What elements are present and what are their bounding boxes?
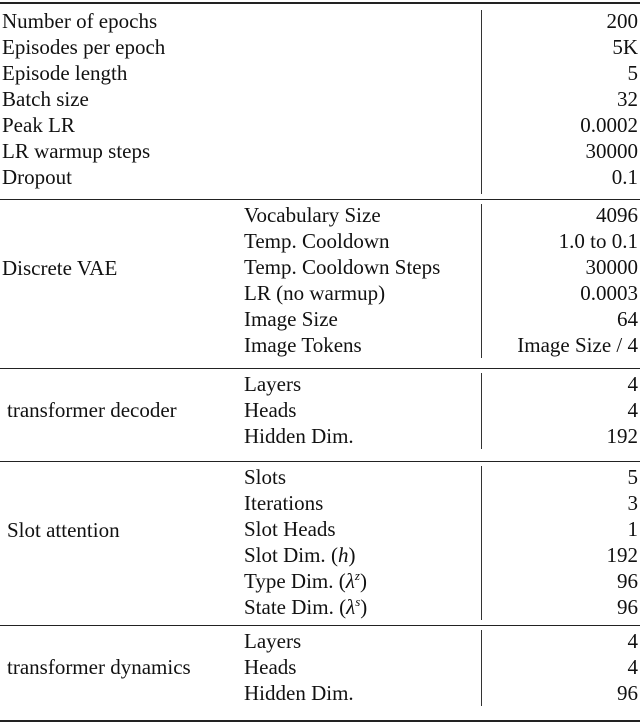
- param-label-text: Vocabulary Size: [244, 203, 381, 227]
- param-label: [244, 542, 355, 568]
- param-label: [244, 371, 301, 397]
- param-value: 4: [627, 629, 638, 653]
- param-label-text: Temp. Cooldown: [244, 229, 390, 253]
- column-divider: [481, 630, 482, 706]
- param-label-text: Slots: [244, 465, 287, 489]
- param-label: LR warmup steps: [2, 139, 151, 163]
- param-value: 0.1: [611, 165, 638, 189]
- column-divider: [481, 373, 482, 449]
- param-label-text: Image Size: [244, 307, 338, 331]
- group-name: transformer dynamics: [7, 655, 191, 679]
- column-divider: [481, 204, 482, 358]
- param-label: Peak LR: [2, 113, 75, 137]
- param-label: [244, 490, 323, 516]
- param-label: [244, 306, 338, 332]
- param-label-text: Hidden Dim.: [244, 424, 354, 448]
- param-label: [244, 464, 286, 490]
- param-label-text: Heads: [244, 655, 297, 679]
- param-label: [244, 628, 301, 654]
- param-value: 5: [627, 465, 638, 489]
- param-label: [244, 423, 354, 449]
- param-label: [244, 516, 336, 542]
- param-symbol: $(\lambda^z)$: [333, 568, 367, 593]
- param-label-text: Slot Dim.: [244, 543, 326, 567]
- table-rule: [0, 368, 640, 369]
- param-label: [244, 202, 381, 228]
- param-value: Image Size / 4: [517, 333, 638, 357]
- param-label: [244, 680, 354, 706]
- param-value: 0.0003: [580, 281, 638, 305]
- param-value: 32: [617, 87, 638, 111]
- param-value: 0.0002: [580, 113, 638, 137]
- param-label-text: Layers: [244, 629, 302, 653]
- param-label: Episodes per epoch: [2, 35, 166, 59]
- column-divider: [481, 466, 482, 620]
- param-label-text: Hidden Dim.: [244, 681, 354, 705]
- column-divider: [481, 10, 482, 194]
- param-value: 192: [606, 424, 638, 448]
- group-name: Discrete VAE: [2, 256, 118, 280]
- param-label-text: Slot Heads: [244, 517, 336, 541]
- param-label-text: Iterations: [244, 491, 324, 515]
- table-rule: [0, 2, 640, 4]
- param-label: [244, 568, 367, 594]
- param-value: 5K: [612, 35, 638, 59]
- param-label-text: Temp. Cooldown Steps: [244, 255, 441, 279]
- table-rule: [0, 625, 640, 626]
- param-label: [244, 332, 362, 358]
- param-value: 96: [617, 681, 638, 705]
- param-label-text: Layers: [244, 372, 302, 396]
- param-value: 4: [627, 398, 638, 422]
- table-rule: [0, 199, 640, 200]
- param-value: 192: [606, 543, 638, 567]
- param-label: [244, 397, 296, 423]
- param-label: [244, 280, 385, 306]
- param-label-text: Image Tokens: [244, 333, 362, 357]
- param-label-text: State Dim.: [244, 595, 334, 619]
- param-value: 1: [627, 517, 638, 541]
- param-value: 4: [627, 372, 638, 396]
- param-value: 4: [627, 655, 638, 679]
- param-label: Batch size: [2, 87, 89, 111]
- param-value: 30000: [585, 255, 638, 279]
- param-value: 96: [617, 595, 638, 619]
- param-label: Dropout: [2, 165, 72, 189]
- param-value: 30000: [585, 139, 638, 163]
- param-value: 200: [606, 9, 638, 33]
- param-symbol: (h): [325, 543, 356, 567]
- param-label: Episode length: [2, 61, 128, 85]
- param-value: 96: [617, 569, 638, 593]
- table-rule: [0, 461, 640, 462]
- param-value: 1.0 to 0.1: [558, 229, 638, 253]
- param-label: [244, 254, 440, 280]
- param-value: 3: [627, 491, 638, 515]
- table-rule: [0, 720, 640, 722]
- param-label-text: Type Dim.: [244, 569, 334, 593]
- param-label-text: LR (no warmup): [244, 281, 386, 305]
- group-name: transformer decoder: [7, 398, 177, 422]
- group-name: Slot attention: [7, 518, 120, 542]
- param-label: [244, 594, 367, 620]
- param-value: 4096: [596, 203, 638, 227]
- param-label: [244, 228, 390, 254]
- param-label-text: Heads: [244, 398, 297, 422]
- param-symbol: $(\lambda^s)$: [333, 594, 368, 619]
- param-value: 5: [627, 61, 638, 85]
- param-label: [244, 654, 296, 680]
- param-value: 64: [617, 307, 638, 331]
- param-label: Number of epochs: [2, 9, 158, 33]
